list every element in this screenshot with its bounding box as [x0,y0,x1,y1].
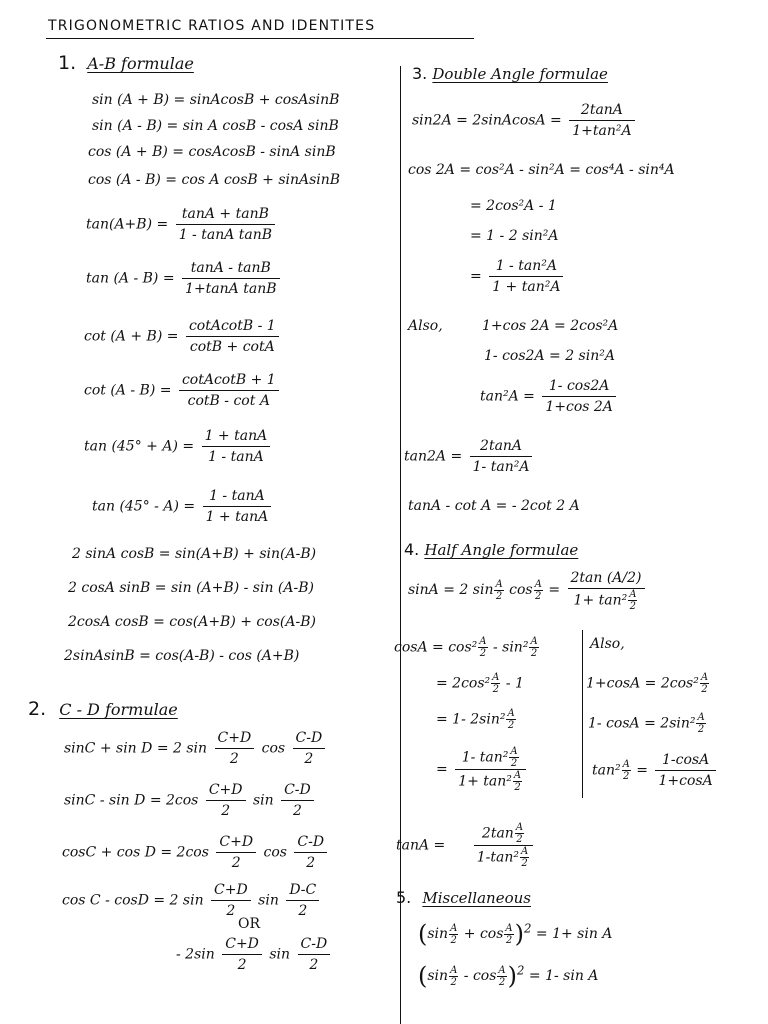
section-2-heading: 2. C - D formulae [28,698,178,720]
formula-1-plus-cos2a: 1+cos 2A = 2cos²A [482,318,619,334]
formula-sin2a: sin2A = 2sinAcosA = $\frac{2\tan A}{\text{1+tan²A}}$ [412,100,638,141]
fraction: $\frac{\text{cotAcotB - 1}}{\cot B + \cot A}$ [186,316,279,357]
fraction: $\frac{A}{2}$ [629,589,637,612]
fraction: $\frac{A}{2}$ [513,770,522,793]
fraction: $\frac{C-D}{2}$ [298,934,331,975]
fraction: $\frac{A}{2}$ [505,922,513,946]
fraction: $\frac{A}{2}$ [507,708,515,731]
fraction: $\frac{A}{2}$ [520,846,529,869]
formula-cos2a-form3: = 1 - 2 sin²A [470,228,559,244]
formula-cos2a-form2: = 2cos²A - 1 [470,198,557,214]
fraction: $\frac{A}{2}$ [495,578,503,602]
fraction: $\frac{A}{2}$ [498,964,506,988]
formula-tan-a-minus-b: tan (A - B) = $\frac{\tan A - \tan B}{\text{1+tanA tanB}}$ [86,258,283,299]
fraction: $\frac{A}{2}$ [700,672,709,695]
fraction: $\frac{A}{2}$ [492,672,500,695]
formula-1-plus-cosa: 1+cosA = 2cos² $\frac{A}{2}$ [586,672,709,695]
formula-tan-45-plus-a: tan (45° + A) = $\frac{1 + \tan A}{1 - \tan A}$ [84,426,273,467]
formula-cosc-minus-cosd-alt: - 2sin $\frac{C+D}{2}$ sin $\frac{C-D}{2}$ [176,934,333,975]
formula-cos-a-plus-b: cos (A + B) = cosAcosB - sinA sinB [88,144,336,160]
fraction: $\frac{C-D}{2}$ [293,728,326,769]
fraction: $\frac{1 - \tan A}{1 + \tan A}$ [203,486,272,527]
fraction: $\frac{1- \cos 2A}{1+\cos 2A}$ [542,376,616,417]
fraction: $\frac{C+D}{2}$ [216,832,256,873]
half-angle-also-label: Also, [590,636,625,652]
fraction: $\frac{A}{2}$ [515,822,524,845]
formula-tan-squared-half-a: tan² $\frac{A}{2}$ = $\frac{1-\cos A}{1+\cos A}$ [592,750,719,791]
fraction: 2tan $\frac{A}{2}$ 1-tan² $\frac{A}{2}$ [474,822,533,869]
fraction: $\frac{A}{2}$ [450,922,458,946]
page-title: TRIGONOMETRIC RATIOS AND IDENTITES [48,18,376,34]
fraction: $\frac{A}{2}$ [530,636,538,659]
product-2sinasinb: 2sinAsinB = cos(A-B) - cos (A+B) [64,648,300,664]
or-label: OR [238,916,261,932]
fraction: $\frac{C-D}{2}$ [281,780,314,821]
formula-1-minus-cosa: 1- cosA = 2sin² $\frac{A}{2}$ [588,712,705,735]
formula-sinc-plus-sind: sinC + sin D = 2 sin $\frac{C+D}{2}$ cos $\frac{C-D}{2}$ [64,728,328,769]
product-2cosasinb: 2 cosA sinB = sin (A+B) - sin (A-B) [68,580,314,596]
fraction: $\frac{1-\cos A}{1+\cos A}$ [655,750,715,791]
fraction: $\frac{\tan A + \tan B}{\text{1 - tanA tanB}}$ [176,204,275,245]
product-2cosacosb: 2cosA cosB = cos(A+B) + cos(A-B) [68,614,316,630]
formula-half-cosa-form2: = 2cos² $\frac{A}{2}$ - 1 [436,672,524,695]
formula-cos2a-form4: = $\frac{\text{1 - tan²A}}{\text{1 + tan²A}}$ [470,256,566,297]
fraction: $\frac{A}{2}$ [510,746,518,769]
fraction: $\frac{\text{cotAcotB + 1}}{\text{cotB - cot A}}$ [179,370,279,411]
fraction: $\frac{A}{2}$ [697,712,705,735]
fraction: $\frac{2\tan A}{\text{1- tan²A}}$ [470,436,533,477]
section-4-heading: 4. Half Angle formulae [404,540,579,559]
fraction: $\frac{2\tan A}{\text{1+tan²A}}$ [569,100,634,141]
fraction: 1- tan² $\frac{A}{2}$ 1+ tan² $\frac{A}{2}$ [455,746,526,793]
formula-cos-a-minus-b: cos (A - B) = cos A cosB + sinAsinB [88,172,341,188]
formula-cosc-plus-cosd: cosC + cos D = 2cos $\frac{C+D}{2}$ cos $\frac{C-D}{2}$ [62,832,330,873]
formula-sin-a-plus-b: sin (A + B) = sinAcosB + cosAsinB [92,92,340,108]
formula-sin-a-minus-b: sin (A - B) = sin A cosB - cosA sinB [92,118,339,134]
formula-misc-2: (sin $\frac{A}{2}$ - cos $\frac{A}{2}$ )$^2$ = 1- sin A [418,962,599,990]
column-divider [400,66,401,1024]
formula-tana-minus-cota: tanA - cot A = - 2cot 2 A [408,498,580,514]
formula-half-cosa-form4: = 1- tan² $\frac{A}{2}$ 1+ tan² $\frac{A}{2}$ [436,746,529,793]
formula-tan-squared-a: tan²A = $\frac{1- \cos 2A}{1+\cos 2A}$ [480,376,619,417]
formula-cos2a: cos 2A = cos²A - sin²A = cos⁴A - sin⁴A [408,162,675,178]
section-1-heading: 1. A-B formulae [58,52,194,74]
section-3-heading: 3. Double Angle formulae [412,64,608,83]
formula-cosc-minus-cosd: cos C - cosD = 2 sin $\frac{C+D}{2}$ sin $\frac{D-C}{2}$ [62,880,322,921]
fraction: $\frac{\tan A - \tan B}{\text{1+tanA tanB}}$ [182,258,279,299]
formula-1-minus-cos2a: 1- cos2A = 2 sin²A [484,348,615,364]
formula-misc-1: (sin $\frac{A}{2}$ + cos $\frac{A}{2}$ )$^2$ = 1+ sin A [418,920,613,948]
fraction: $\frac{C+D}{2}$ [215,728,255,769]
fraction: 2tan (A/2) 1+ tan² $\frac{A}{2}$ [568,568,645,612]
section-5-heading: 5. Miscellaneous [396,888,531,907]
formula-half-tana: tanA = 2tan $\frac{A}{2}$ 1-tan² $\frac{A}{2}$ [396,822,536,869]
fraction: $\frac{A}{2}$ [479,636,487,659]
formula-tan2a: tan2A = $\frac{2\tan A}{\text{1- tan²A}}$ [404,436,535,477]
fraction: $\frac{C+D}{2}$ [222,934,262,975]
half-angle-divider [582,630,583,798]
formula-cot-a-plus-b: cot (A + B) = $\frac{\text{cotAcotB - 1}}{\cot B + \cot A}$ [84,316,282,357]
product-2sinacosb: 2 sinA cosB = sin(A+B) + sin(A-B) [72,546,317,562]
fraction: $\frac{A}{2}$ [622,759,630,782]
fraction: $\frac{C+D}{2}$ [211,880,251,921]
also-label: Also, [408,318,443,334]
fraction: $\frac{1 + \tan A}{1 - \tan A}$ [202,426,271,467]
formula-cot-a-minus-b: cot (A - B) = $\frac{\text{cotAcotB + 1}}{\text{cotB - cot A}}$ [84,370,282,411]
fraction: $\frac{A}{2}$ [534,578,542,602]
fraction: $\frac{C-D}{2}$ [294,832,327,873]
fraction: $\frac{\text{1 - tan²A}}{\text{1 + tan²A}}$ [489,256,563,297]
formula-half-cosa: cosA = cos² $\frac{A}{2}$ - sin² $\frac{A}{2}$ [394,636,538,659]
formula-half-cosa-form3: = 1- 2sin² $\frac{A}{2}$ [436,708,515,731]
formula-half-sina: sinA = 2 sin $\frac{A}{2}$ cos $\frac{A}{2}$ = 2tan (A/2) 1+ tan² $\frac{A}{2}$ [408,568,648,612]
formula-tan-a-plus-b: tan(A+B) = $\frac{\tan A + \tan B}{\text{1 - tanA tanB}}$ [86,204,278,245]
fraction: $\frac{C+D}{2}$ [206,780,246,821]
formula-tan-45-minus-a: tan (45° - A) = $\frac{1 - \tan A}{1 + \tan A}$ [92,486,274,527]
formula-sinc-minus-sind: sinC - sin D = 2cos $\frac{C+D}{2}$ sin $\frac{C-D}{2}$ [64,780,317,821]
title-underline [46,38,474,39]
fraction: $\frac{D-C}{2}$ [286,880,319,921]
fraction: $\frac{A}{2}$ [450,964,458,988]
